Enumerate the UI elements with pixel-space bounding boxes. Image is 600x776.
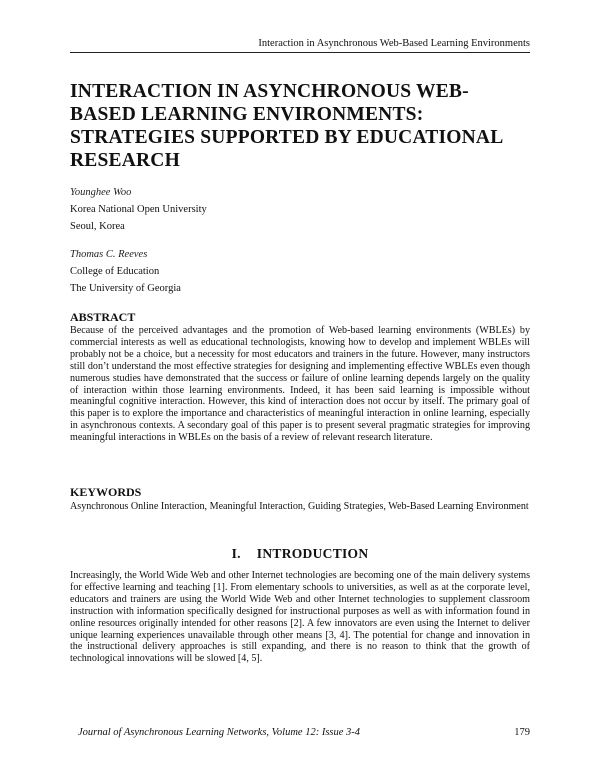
introduction-text: Increasingly, the World Wide Web and other Internet technologies are becoming one of the main delivery systems for effective learning and teaching [1]. From elementary schools to universities, as well as at the corporate level, educators and trainers are using the World Wide Web and other Internet technologies to supplement classroom instruction with information specifically designed for instructional purposes as well as with information found in online resources originally intended for other reasons [2]. A few innovators are even using the Internet to deliver unique learning experiences unavailable through other means [3, 4]. The potential for change and innovation in the instructional delivery approaches is still expanding, and there is no reason to think that the growth of technological innovations will be slowed [4, 5]. bbox=[70, 570, 530, 665]
keywords-text: Asynchronous Online Interaction, Meaningful Interaction, Guiding Strategies, Web-Based Learning Environment bbox=[70, 501, 529, 512]
abstract-text: Because of the perceived advantages and the promotion of Web-based learning environments (WBLEs) by commercial interests as well as educational technologists, knowing how to develop and implement WBLEs will probably not be a choice, but a necessity for most educators and trainers in the future. However, many instructors still don’t understand the most effective strategies for designing and implementing effective WBLEs even though numerous studies have demonstrated that the success or failure of online learning depends largely on the quality of interaction within those learning environments. Indeed, it has been said learning is impossible without meaningful cognitive interaction. However, this kind of interaction does not occur by itself. The primary goal of this paper is to explore the importance and characteristics of meaningful interaction in online learning, especially in asynchronous contexts. A secondary goal of this paper is to present several pragmatic strategies for improving meaningful interactions in WBLEs on the basis of a review of relevant research literature. bbox=[70, 325, 530, 444]
introduction-heading bbox=[0, 546, 600, 562]
header-divider bbox=[70, 52, 530, 53]
page-number: 179 bbox=[514, 727, 530, 738]
title-line: BASED LEARNING ENVIRONMENTS: bbox=[70, 104, 424, 125]
author-affiliation: The University of Georgia bbox=[70, 283, 181, 294]
keywords-heading: KEYWORDS bbox=[70, 485, 142, 499]
paper-title bbox=[70, 80, 540, 172]
title-line: INTERACTION IN ASYNCHRONOUS WEB- bbox=[70, 81, 469, 102]
author-block bbox=[70, 246, 181, 297]
author-affiliation: Seoul, Korea bbox=[70, 221, 125, 232]
title-line: STRATEGIES SUPPORTED BY EDUCATIONAL bbox=[70, 127, 504, 148]
author-name: Thomas C. Reeves bbox=[70, 249, 148, 260]
author-block bbox=[70, 184, 207, 235]
running-head: Interaction in Asynchronous Web-Based Learning Environments bbox=[258, 38, 530, 49]
footer-journal: Journal of Asynchronous Learning Networks, Volume 12: Issue 3-4 bbox=[78, 727, 361, 738]
section-number: I. bbox=[231, 546, 241, 561]
author-name: Younghee Woo bbox=[70, 187, 132, 198]
abstract-heading: ABSTRACT bbox=[70, 310, 136, 324]
section-title: INTRODUCTION bbox=[256, 546, 369, 561]
title-line: RESEARCH bbox=[70, 150, 180, 171]
author-affiliation: College of Education bbox=[70, 266, 160, 277]
author-affiliation: Korea National Open University bbox=[70, 204, 207, 215]
